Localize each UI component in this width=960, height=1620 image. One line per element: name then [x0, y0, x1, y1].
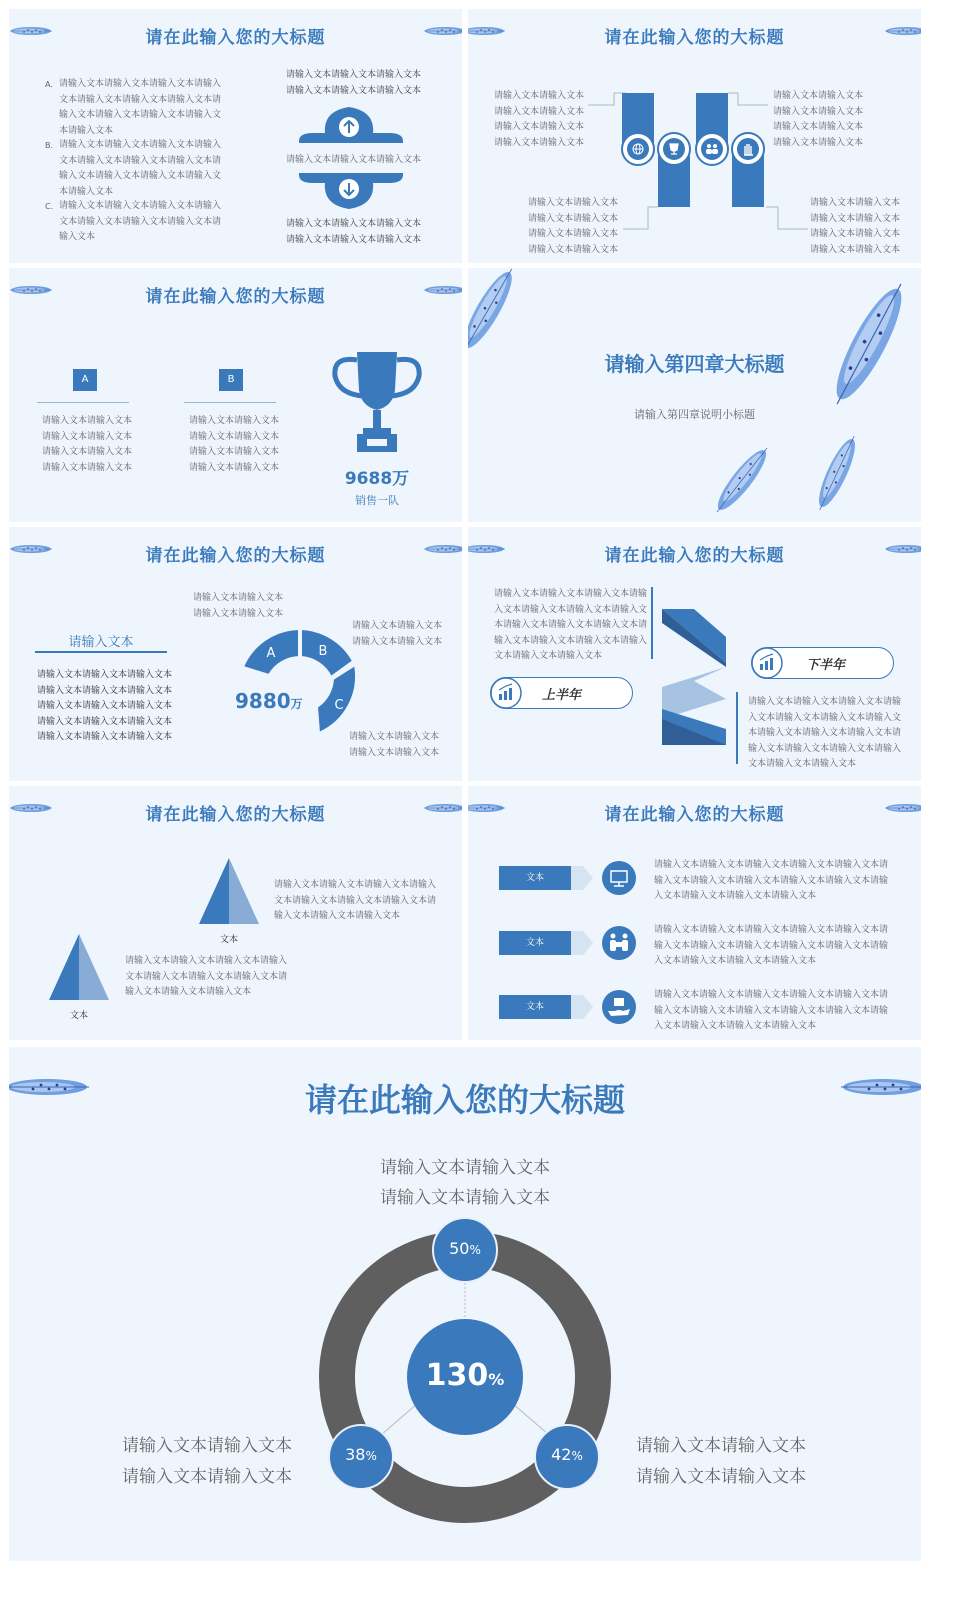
text-line: 本请输入文本 — [59, 125, 114, 136]
text-line: 请输入文本请输入文本 — [42, 447, 133, 457]
node-unit: % — [571, 1449, 583, 1463]
segment-a-label: A — [266, 646, 276, 661]
row-label-box: 文本 — [499, 931, 571, 955]
arrow-up-icon — [339, 117, 359, 137]
text-line: 输入文本请输入文本请输入文本请输入 — [494, 635, 648, 646]
right-text — [748, 695, 901, 773]
slide-title: 请在此输入您的大标题 — [145, 805, 326, 825]
segment-b-label: B — [318, 644, 328, 659]
text-line: 输入文本请输入文本请输入文本 — [274, 911, 401, 921]
text-line: 文本请输入文本请输入文本请输入文本请 — [59, 94, 222, 105]
text-1 — [274, 878, 436, 925]
text-line: 请输入文本请输入文本 — [494, 106, 585, 117]
text-b — [189, 414, 279, 476]
text-line: 请输入文本请输入文本 — [528, 244, 619, 255]
feather-icon — [803, 423, 873, 522]
divider — [736, 692, 738, 764]
top-text — [9, 1153, 921, 1213]
number-unit: 万 — [290, 697, 303, 711]
text-line: 请输入文本请输入文本 — [352, 621, 443, 631]
team-icon — [601, 925, 637, 961]
text-line: 入文本请输入文本请输入文本请输入文 — [494, 604, 648, 615]
text-line: 请输入文本请输入文本请输入文本 — [286, 219, 422, 229]
text-line: 请输入文本请输入文本 — [773, 91, 864, 101]
slide-5 — [9, 527, 462, 781]
node-number: 50 — [449, 1239, 470, 1258]
pyramid-label: 文本 — [69, 1011, 88, 1021]
text-line: 文本请输入文本请输入文本请输入文本请 — [59, 216, 222, 227]
text-line: 请输入文本请输入文本 — [380, 1188, 550, 1208]
text-line: 请输入文本请输入文本 — [122, 1436, 292, 1456]
list-marker: B. — [45, 141, 54, 150]
text-line: 请输入文本请输入文本 — [494, 91, 585, 101]
text-line: 请输入文本请输入文本 — [773, 137, 864, 148]
list-item-b — [45, 138, 221, 200]
right-text — [636, 1431, 806, 1493]
middle-text — [286, 153, 421, 169]
text-line: 请输入文本请输入文本 — [810, 213, 901, 224]
text-line: 请输入文本请输入文本请输入文本 — [37, 685, 173, 696]
text-line: 本请输入文本请输入文本请输入文本请 — [494, 620, 648, 630]
text-line: 请输入文本请输入文本请输入文本 — [37, 732, 173, 742]
chart-icon — [751, 647, 783, 679]
text-line: 请输入文本请输入文本请输入文本请输入 — [59, 140, 222, 150]
text-line: 请输入文本请输入文本 — [122, 1467, 292, 1487]
segment-arc — [219, 615, 369, 745]
hand-box-icon — [601, 989, 637, 1025]
text-line: 入文本请输入文本请输入文本请输入文 — [748, 712, 902, 723]
center-number: 130 — [425, 1358, 489, 1393]
pyramid-large — [197, 856, 261, 926]
text-line: 请输入文本请输入文本 — [528, 213, 619, 224]
slide-title: 请在此输入您的大标题 — [604, 805, 785, 825]
text-line: 请输入文本请输入文本请输入文本 — [286, 155, 422, 165]
row-label-box: 文本 — [499, 995, 571, 1019]
text-line: 本请输入文本 — [59, 186, 114, 197]
text-line: 文本请输入文本请输入文本 — [748, 759, 857, 769]
row-text — [654, 858, 888, 905]
text-line: 文本请输入文本请输入文本请输入文本请 — [274, 895, 437, 906]
text-line: 请输入文本请输入文本 — [193, 608, 284, 619]
text-line: 请输入文本请输入文本请输入文本 — [286, 70, 422, 80]
monitor-icon — [601, 860, 637, 896]
text-line: 请输入文本请输入文本请输入文本请输 — [748, 697, 902, 707]
bottom-text — [286, 217, 421, 248]
list-marker: A. — [45, 80, 53, 89]
arrow-down-icon — [339, 179, 359, 199]
text-line: 请输入文本请输入文本请输入文本请输入文本请输入文本请 — [654, 925, 889, 935]
text-line: 请输入文本请输入文本 — [773, 106, 864, 117]
text-a — [42, 414, 132, 476]
text-line: 输入文本请输入文本请输入文本请输入文 — [59, 171, 222, 181]
slide-7 — [9, 786, 462, 1040]
divider — [184, 402, 276, 403]
text-line: 请输入文本请输入文本 — [494, 122, 585, 132]
slide-3 — [9, 268, 462, 522]
text-line: 输入文本 — [59, 232, 96, 242]
list-item-c — [45, 199, 221, 246]
feather-icon — [696, 436, 786, 522]
arrow-icon — [571, 866, 595, 890]
text-line: 请输入文本请输入文本请输入文本请输入 — [125, 956, 288, 966]
text-line: 请输入文本请输入文本请输入文本请输入文本请输入文本请 — [654, 990, 889, 1000]
text-line: 请输入文本请输入文本 — [636, 1436, 806, 1456]
box-b: B — [219, 369, 243, 391]
text-line: 请输入文本请输入文本 — [352, 636, 443, 647]
text-line: 请输入文本请输入文本请输入文本 — [286, 234, 422, 245]
list-item-a — [45, 77, 221, 139]
text-2 — [125, 954, 287, 1001]
text-line: 请输入文本请输入文本 — [189, 416, 280, 426]
center-value — [405, 1358, 525, 1393]
node-unit: % — [469, 1243, 481, 1257]
big-number — [235, 689, 303, 713]
arrow-icon — [571, 995, 595, 1019]
slide-title: 请在此输入您的大标题 — [145, 546, 326, 566]
segment-c-label: C — [334, 698, 344, 713]
chart-icon — [490, 677, 522, 709]
node-value — [331, 1445, 391, 1464]
text-line: 入文本请输入文本请输入文本请输入文本 — [654, 956, 817, 966]
text-line: 本请输入文本请输入文本请输入文本请 — [748, 728, 902, 738]
text-line: 文本请输入文本请输入文本请输入文本请 — [125, 971, 288, 982]
text-line: 请输入文本请输入文本请输入文本 — [286, 85, 422, 96]
text-line: 文本请输入文本请输入文本请输入文本请 — [59, 155, 222, 166]
node-value — [537, 1445, 597, 1464]
text-line: 请输入文本请输入文本请输入文本 — [37, 716, 173, 727]
team-label: 销售一队 — [355, 494, 399, 507]
slide-title: 请在此输入您的大标题 — [145, 28, 326, 48]
node-unit: % — [365, 1449, 377, 1463]
zigzag-shape — [660, 609, 730, 749]
center-unit: % — [488, 1370, 505, 1389]
text-line: 请输入文本请输入文本 — [528, 198, 619, 208]
text-line: 输入文本请输入文本请输入文本请输入文 — [59, 110, 222, 120]
text-line: 请输入文本请输入文本 — [189, 447, 280, 457]
text-line: 请输入文本请输入文本 — [42, 462, 133, 473]
text-line: 入文本请输入文本请输入文本请输入文本 — [654, 891, 817, 901]
section-heading: 请输入文本 — [68, 635, 134, 650]
text-line: 输入文本请输入文本请输入文本请输入文本请输入文本请输 — [654, 940, 889, 951]
left-text — [122, 1431, 292, 1493]
node-number: 42 — [551, 1445, 572, 1464]
text-line: 输入文本请输入文本请输入文本请输入 — [748, 743, 902, 754]
chapter-subtitle: 请输入第四章说明小标题 — [634, 408, 755, 421]
second-half-label: 下半年 — [806, 658, 846, 673]
text-top-left — [494, 89, 584, 151]
text-line: 请输入文本请输入文本 — [349, 747, 440, 758]
text-line: 请输入文本请输入文本请输入文本 — [37, 670, 173, 680]
text-line: 请输入文本请输入文本请输入文本请输入 — [59, 79, 222, 89]
slide-title: 请在此输入您的大标题 — [604, 546, 785, 566]
text-line: 请输入文本请输入文本 — [42, 431, 133, 442]
slide-title: 请在此输入您的大标题 — [145, 287, 326, 307]
text-line: 输入文本请输入文本请输入文本请输入文本请输入文本请输 — [654, 875, 889, 886]
text-line: 文本请输入文本请输入文本 — [494, 651, 603, 661]
text-line: 请输入文本请输入文本请输入文本 — [37, 701, 173, 711]
left-text — [494, 587, 647, 665]
row-label-box: 文本 — [499, 866, 571, 890]
box-a: A — [73, 369, 97, 391]
text-line: 请输入文本请输入文本 — [810, 198, 901, 208]
pyramid-label: 文本 — [219, 935, 238, 945]
text-bottom-right — [810, 196, 900, 258]
slide-title: 请在此输入您的大标题 — [304, 1081, 625, 1119]
text-line: 请输入文本请输入文本请输入文本请输 — [494, 589, 648, 599]
pyramid-small — [47, 932, 111, 1002]
pillar-diagram — [578, 89, 818, 239]
text-line: 请输入文本请输入文本 — [349, 732, 440, 742]
top-text — [286, 68, 421, 99]
node-value — [435, 1239, 495, 1258]
text-line: 请输入文本请输入文本 — [810, 229, 901, 239]
slide-9 — [9, 1047, 921, 1561]
text-line: 输入文本请输入文本请输入文本请输入文本请输入文本请输 — [654, 1005, 889, 1016]
node-number: 38 — [345, 1445, 366, 1464]
slide-8 — [468, 786, 921, 1040]
text-line: 入文本请输入文本请输入文本请输入文本 — [654, 1021, 817, 1031]
text-line: 输入文本请输入文本请输入文本 — [125, 987, 252, 997]
text-line: 请输入文本请输入文本 — [528, 229, 619, 239]
slide-6 — [468, 527, 921, 781]
feather-icon — [813, 270, 921, 420]
slide-2 — [468, 9, 921, 263]
row-text — [654, 923, 888, 970]
trophy-icon — [327, 346, 427, 456]
text-line: 请输入文本请输入文本 — [494, 137, 585, 148]
text-line: 请输入文本请输入文本请输入文本请输入文本请输入文本请 — [654, 860, 889, 870]
divider — [35, 651, 167, 653]
text-line: 请输入文本请输入文本 — [193, 593, 284, 603]
text-line: 请输入文本请输入文本请输入文本请输入 — [274, 880, 437, 890]
text-line: 请输入文本请输入文本 — [189, 462, 280, 473]
text-line: 请输入文本请输入文本 — [189, 431, 280, 442]
divider — [37, 402, 129, 403]
arrow-icon — [571, 931, 595, 955]
text-line: 请输入文本请输入文本 — [810, 244, 901, 255]
list-marker: C. — [45, 202, 54, 211]
text-line: 请输入文本请输入文本 — [42, 416, 133, 426]
row-text — [654, 988, 888, 1035]
chapter-title: 请输入第四章大标题 — [604, 352, 785, 376]
sales-value: 9688万 — [344, 469, 410, 489]
text-line: 请输入文本请输入文本请输入文本请输入 — [59, 201, 222, 211]
left-text — [37, 668, 172, 746]
number-value: 9880 — [235, 689, 291, 713]
text-line: 请输入文本请输入文本 — [380, 1158, 550, 1178]
divider — [651, 587, 653, 659]
text-line: 请输入文本请输入文本 — [636, 1467, 806, 1487]
slide-4 — [468, 268, 921, 522]
text-line: 请输入文本请输入文本 — [773, 122, 864, 132]
first-half-label: 上半年 — [542, 688, 582, 703]
slide-title: 请在此输入您的大标题 — [604, 28, 785, 48]
slide-1 — [9, 9, 462, 263]
